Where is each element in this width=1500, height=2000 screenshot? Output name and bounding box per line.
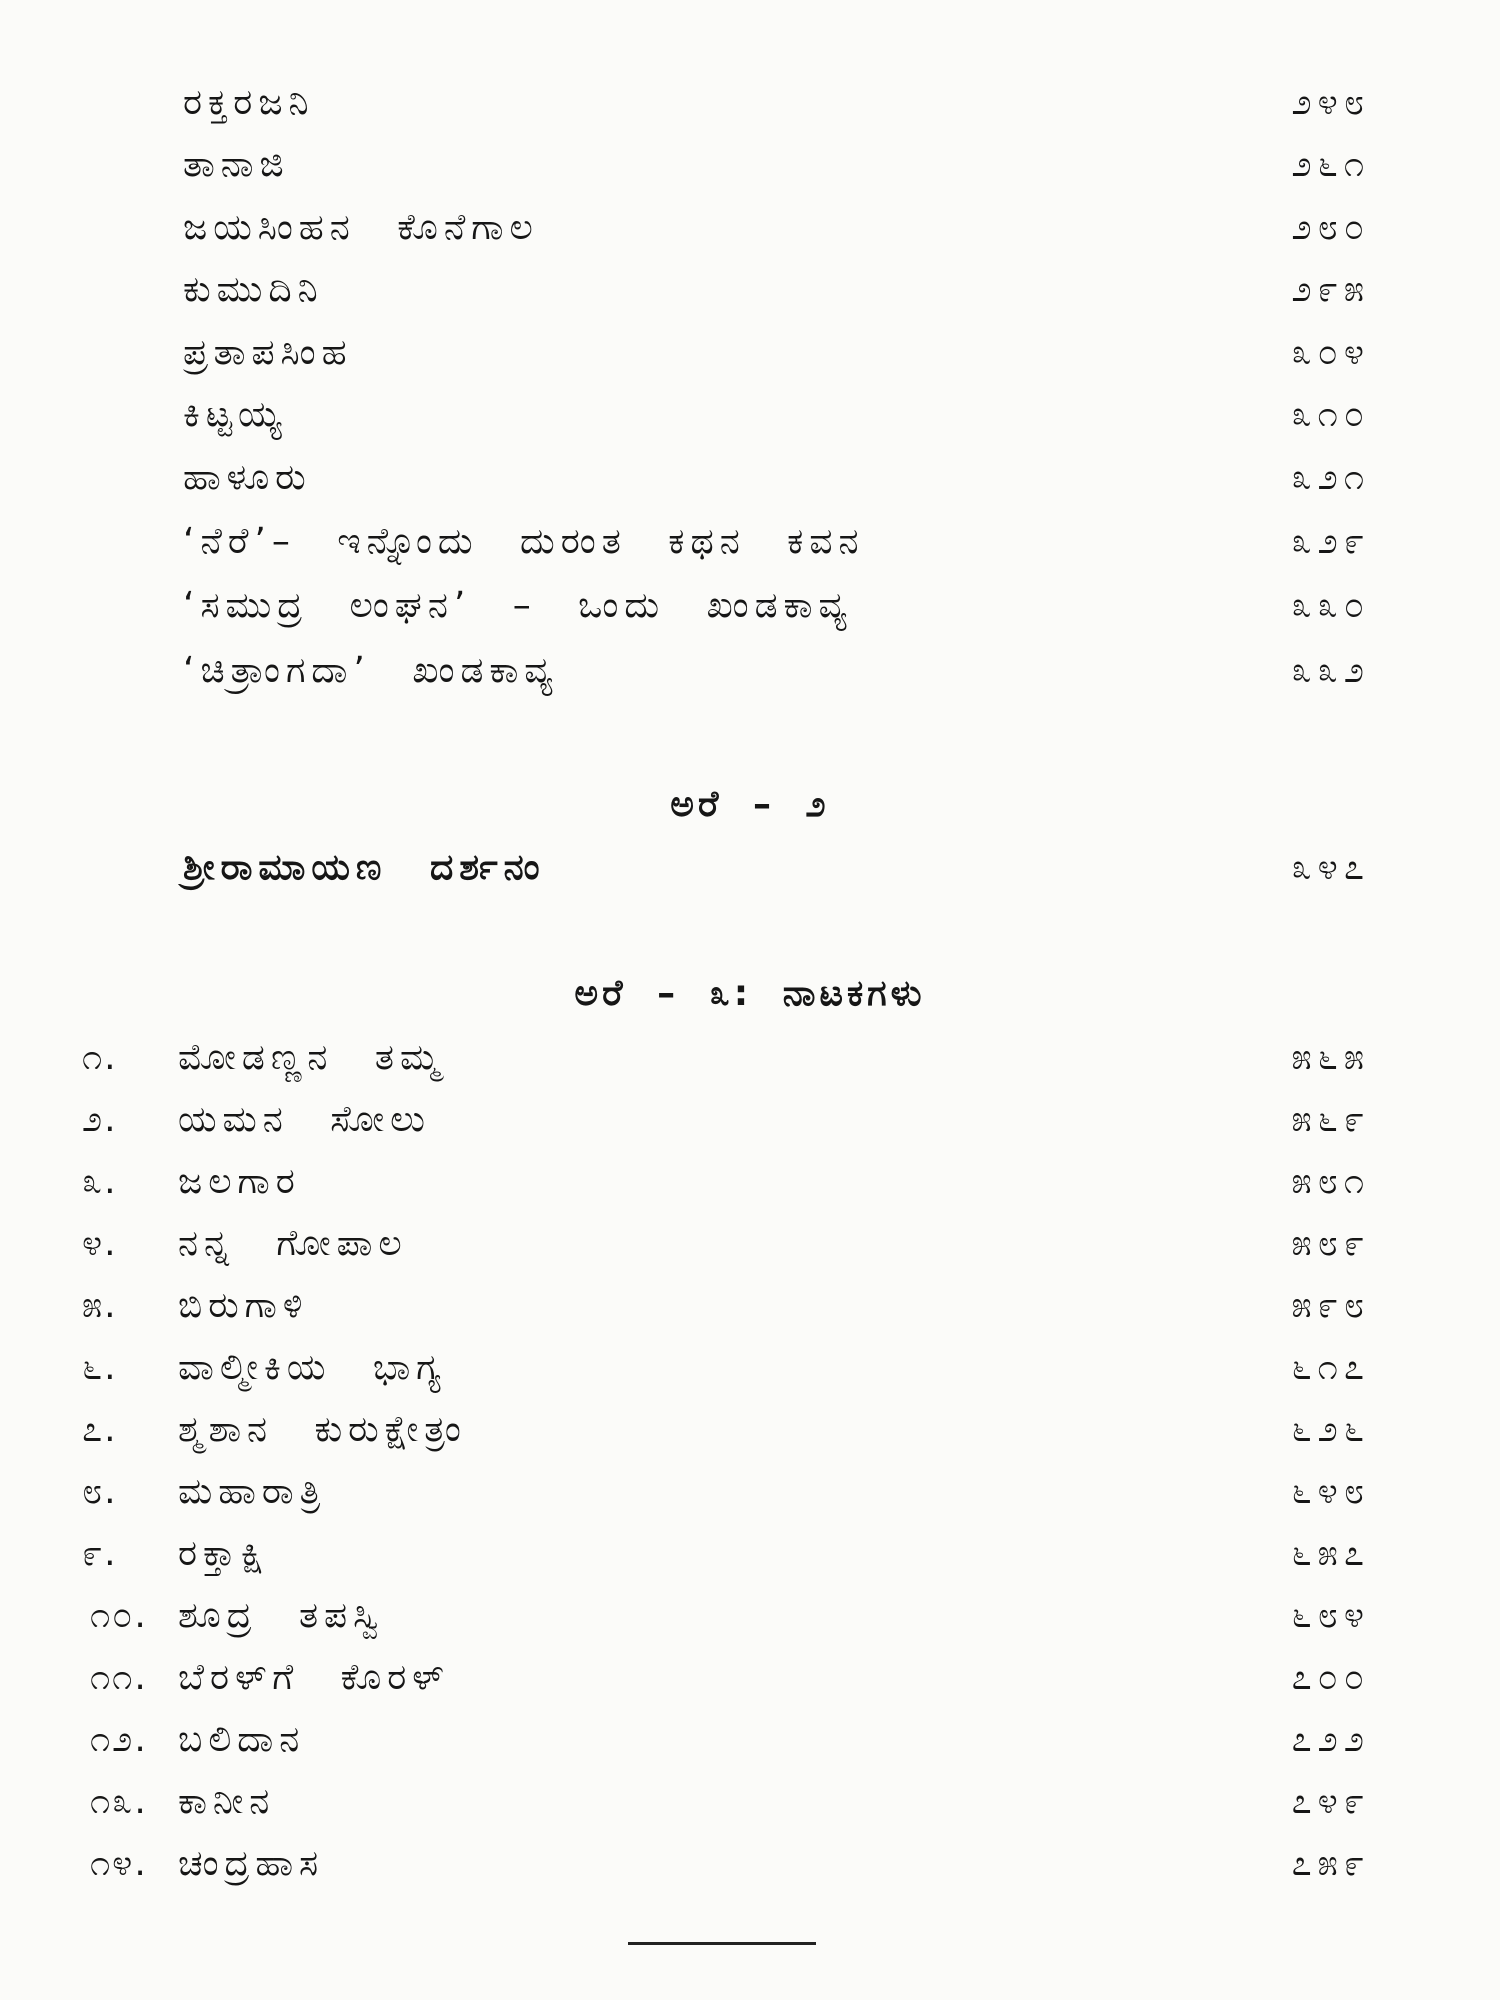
entry-page-number: ೩೪೭: [1291, 847, 1370, 888]
entry-page-number: ೩೩೦: [1291, 585, 1370, 626]
toc-entry: [0, 134, 1500, 196]
toc-entry: [0, 1647, 1500, 1709]
entry-title: ವಾಲ್ಮೀಕಿಯ ಭಾಗ್ಯ: [178, 1347, 447, 1388]
entry-title: ಬಿರುಗಾಳಿ: [178, 1285, 309, 1326]
entry-title: ನನ್ನ ಗೋಪಾಲ: [178, 1223, 408, 1264]
entry-page-number: ೫೯೮: [1291, 1285, 1370, 1326]
section-heading-part-two: ಅರೆ – ೨: [670, 784, 830, 825]
entry-page-number: ೨೯೫: [1291, 269, 1370, 310]
entry-title: ಕುಮುದಿನಿ: [183, 269, 324, 310]
toc-entry: [0, 1709, 1500, 1771]
toc-entry: [0, 259, 1500, 321]
entry-title: ‘ನೆರೆ’– ಇನ್ನೊಂದು ದುರಂತ ಕಥನ ಕವನ: [183, 521, 865, 562]
entry-number: ೯.: [82, 1533, 118, 1574]
entry-title: ಪ್ರತಾಪಸಿಂಹ: [183, 332, 353, 373]
entry-number: ೨.: [82, 1099, 118, 1140]
entry-number: ೮.: [82, 1471, 118, 1512]
entry-title: ಜಯಸಿಂಹನ ಕೊನೆಗಾಲ: [183, 207, 539, 248]
entry-title: ಹಾಳೂರು: [183, 457, 312, 498]
entry-page-number: ೫೬೫: [1291, 1037, 1370, 1078]
entry-number: ೪.: [82, 1223, 118, 1264]
entry-title: ಬಲಿದಾನ: [178, 1719, 306, 1760]
entry-number: ೧೩.: [90, 1781, 148, 1822]
entry-number: ೧೪.: [90, 1843, 148, 1884]
entry-page-number: ೬೪೮: [1291, 1471, 1370, 1512]
toc-entry: [0, 640, 1500, 702]
entry-title: ಚಂದ್ರಹಾಸ: [178, 1843, 325, 1884]
entry-page-number: ೨೪೮: [1291, 82, 1370, 123]
entry-title: ಜಲಗಾರ: [178, 1161, 301, 1202]
toc-entry: [0, 1399, 1500, 1461]
entry-title: ಶ್ಮಶಾನ ಕುರುಕ್ಷೇತ್ರಂ: [178, 1409, 467, 1450]
closing-divider: [628, 1942, 816, 1945]
toc-entry: [0, 1833, 1500, 1895]
entry-page-number: ೬೮೪: [1291, 1595, 1370, 1636]
entry-page-number: ೭೨೨: [1291, 1719, 1370, 1760]
section-heading-part-three: ಅರೆ – ೩: ನಾಟಕಗಳು: [574, 973, 926, 1014]
entry-title: ‘ಸಮುದ್ರ ಲಂಘನ’ – ಒಂದು ಖಂಡಕಾವ್ಯ: [183, 585, 853, 626]
toc-entry: [0, 1585, 1500, 1647]
toc-entry: [0, 837, 1500, 899]
entry-page-number: ೭೫೯: [1291, 1843, 1370, 1884]
entry-title: ಬೆರಳ್‌ಗೆ ಕೊರಳ್: [178, 1657, 450, 1698]
entry-title: ಕಾನೀನ: [178, 1781, 276, 1822]
entry-page-number: ೭೦೦: [1291, 1657, 1370, 1698]
entry-title: ತಾನಾಜಿ: [183, 144, 290, 185]
entry-page-number: ೩೦೪: [1291, 332, 1370, 373]
toc-entry: [0, 447, 1500, 509]
toc-entry: [0, 1027, 1500, 1089]
entry-page-number: ೩೨೧: [1291, 457, 1370, 498]
entry-page-number: ೨೮೦: [1291, 207, 1370, 248]
entry-title: ಮಹಾರಾತ್ರಿ: [178, 1471, 327, 1512]
entry-number: ೧೨.: [90, 1719, 148, 1760]
entry-page-number: ೩೧೦: [1291, 394, 1370, 435]
toc-entry: [0, 1275, 1500, 1337]
toc-entry: [0, 1089, 1500, 1151]
entry-title: ರಕ್ತರಜನಿ: [183, 82, 315, 123]
entry-page-number: ೨೬೧: [1291, 144, 1370, 185]
toc-entry: [0, 384, 1500, 446]
toc-entry: [0, 322, 1500, 384]
entry-page-number: ೩೩೨: [1291, 650, 1370, 691]
entry-page-number: ೫೮೧: [1291, 1161, 1370, 1202]
entry-number: ೫.: [82, 1285, 118, 1326]
entry-number: ೭.: [82, 1409, 118, 1450]
entry-page-number: ೫೮೯: [1291, 1223, 1370, 1264]
toc-entry: [0, 1771, 1500, 1833]
entry-number: ೧೧.: [90, 1657, 148, 1698]
entry-page-number: ೭೪೯: [1291, 1781, 1370, 1822]
entry-page-number: ೫೬೯: [1291, 1099, 1370, 1140]
entry-title: ಕಿಟ್ಟಯ್ಯ: [183, 394, 288, 435]
toc-entry: [0, 197, 1500, 259]
entry-title: ‘ಚಿತ್ರಾಂಗದಾ’ ಖಂಡಕಾವ್ಯ: [183, 650, 559, 691]
entry-title: ಮೋಡಣ್ಣನ ತಮ್ಮ: [178, 1037, 446, 1078]
toc-entry: [0, 1337, 1500, 1399]
entry-number: ೬.: [82, 1347, 118, 1388]
entry-title: ರಕ್ತಾಕ್ಷಿ: [178, 1533, 270, 1574]
entry-title: ಶೂದ್ರ ತಪಸ್ವಿ: [178, 1595, 385, 1636]
toc-entry: [0, 1151, 1500, 1213]
toc-entry: [0, 72, 1500, 134]
entry-title: ಯಮನ ಸೋಲು: [178, 1099, 431, 1140]
entry-number: ೧.: [82, 1037, 118, 1078]
toc-entry: [0, 1213, 1500, 1275]
toc-entry: [0, 1461, 1500, 1523]
entry-number: ೩.: [82, 1161, 118, 1202]
entry-page-number: ೩೨೯: [1291, 521, 1370, 562]
entry-page-number: ೬೧೭: [1291, 1347, 1370, 1388]
toc-entry: [0, 1523, 1500, 1585]
entry-page-number: ೬೫೭: [1291, 1533, 1370, 1574]
toc-entry: [0, 575, 1500, 637]
toc-entry: [0, 511, 1500, 573]
entry-page-number: ೬೨೬: [1291, 1409, 1370, 1450]
entry-title: ಶ್ರೀರಾಮಾಯಣ ದರ್ಶನಂ: [183, 847, 546, 888]
entry-number: ೧೦.: [90, 1595, 148, 1636]
